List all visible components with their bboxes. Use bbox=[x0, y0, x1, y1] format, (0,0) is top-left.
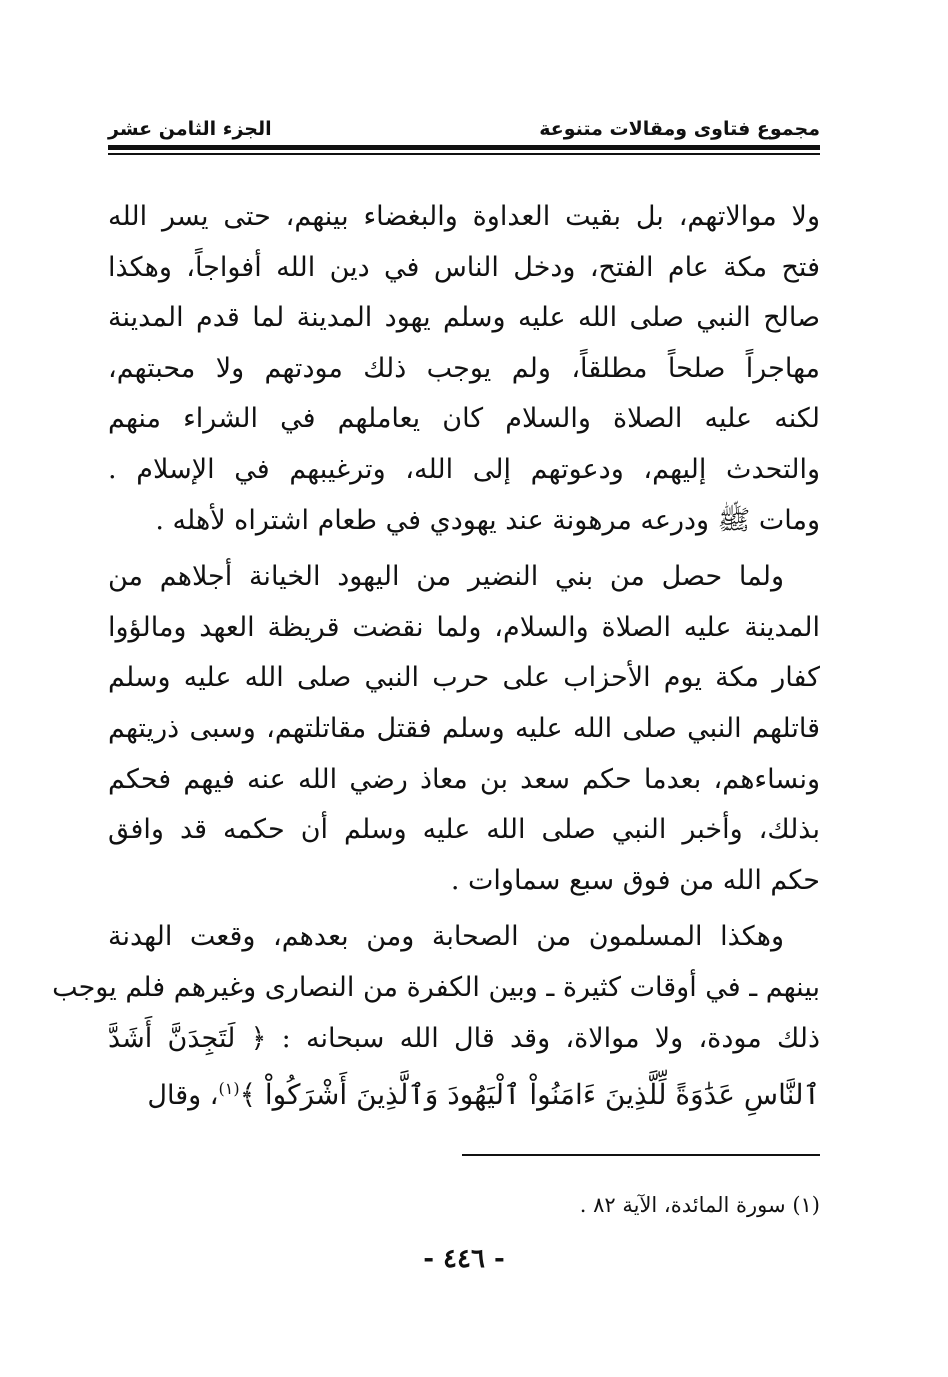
text-line: فتح مكة عام الفتح، ودخل الناس في دين الله أفواجاً، وهكذا bbox=[108, 251, 820, 283]
text-line: حكم الله من فوق سبع سماوات . bbox=[450, 864, 820, 896]
paragraph-3 bbox=[52, 912, 820, 1121]
page-number: - ٤٤٦ - bbox=[423, 1244, 505, 1274]
text-line: ولا موالاتهم، بل بقيت العداوة والبغضاء بينهم، حتى يسر الله bbox=[108, 201, 820, 232]
text-line: ومات ﷺ ودرعه مرهونة عند يهودي في طعام اشتراه لأهله . bbox=[155, 504, 820, 536]
text-line: بذلك، وأخبر النبي صلى الله عليه وسلم أن حكمه قد وافق bbox=[108, 814, 820, 846]
text-line: كفار مكة يوم الأحزاب على حرب النبي صلى الله عليه وسلم bbox=[108, 662, 820, 694]
text-line: ولما حصل من بني النضير من اليهود الخيانة أجلاهم من bbox=[108, 561, 784, 593]
footnote-reference[interactable]: (١) bbox=[218, 1079, 240, 1099]
text-line: صالح النبي صلى الله عليه وسلم يهود المدينة لما قدم المدينة bbox=[108, 302, 820, 334]
text-line: مهاجراً صلحاً مطلقاً، ولم يوجب ذلك مودتهم ولا محبتهم، bbox=[108, 352, 820, 384]
header-rule-thin bbox=[108, 153, 820, 155]
text-line-quran bbox=[108, 1064, 820, 1122]
text-line: ذلك مودة، ولا موالاة، وقد قال الله سبحانه : ﴿ لَتَجِدَنَّ أَشَدَّ bbox=[108, 1022, 820, 1054]
text-line: بينهم ـ في أوقات كثيرة ـ وبين الكفرة من النصارى وغيرهم فلم يوجب bbox=[52, 971, 820, 1003]
text-tail: ، وقال bbox=[147, 1080, 219, 1112]
text-line: وهكذا المسلمون من الصحابة ومن بعدهم، وقعت الهدنة bbox=[108, 921, 784, 953]
quran-verse: ٱلنَّاسِ عَدَٰوَةً لِّلَّذِينَ ءَامَنُواْ ٱلْيَهُودَ وَٱلَّذِينَ أَشْرَكُواْ ﴾ bbox=[239, 1078, 820, 1112]
volume-label: الجزء الثامن عشر bbox=[108, 118, 272, 140]
paragraph-2 bbox=[108, 552, 820, 906]
paragraph-1 bbox=[108, 192, 820, 546]
footnote-marker: (١) bbox=[792, 1193, 820, 1217]
text-line: ونساءهم، بعدما حكم سعد بن معاذ رضي الله عنه فيهم فحكم bbox=[108, 763, 820, 795]
text-line: المدينة عليه الصلاة والسلام، ولما نقضت قريظة العهد ومالؤوا bbox=[108, 611, 820, 643]
text-line: قاتلهم النبي صلى الله عليه وسلم فقتل مقاتلتهم، وسبى ذريتهم bbox=[108, 712, 820, 744]
running-header bbox=[108, 108, 820, 140]
footnote-separator bbox=[462, 1154, 820, 1156]
header-rule-thick bbox=[108, 145, 820, 150]
text-line: لكنه عليه الصلاة والسلام كان يعاملهم في الشراء منهم bbox=[108, 403, 820, 435]
book-title: مجموع فتاوى ومقالات متنوعة bbox=[539, 118, 820, 140]
body-text bbox=[52, 192, 820, 1128]
footnote bbox=[108, 1190, 820, 1220]
footnote-text: سورة المائدة، الآية ٨٢ . bbox=[579, 1193, 786, 1217]
text-line: والتحدث إليهم، ودعوتهم إلى الله، وترغيبهم في الإسلام . bbox=[108, 453, 820, 485]
